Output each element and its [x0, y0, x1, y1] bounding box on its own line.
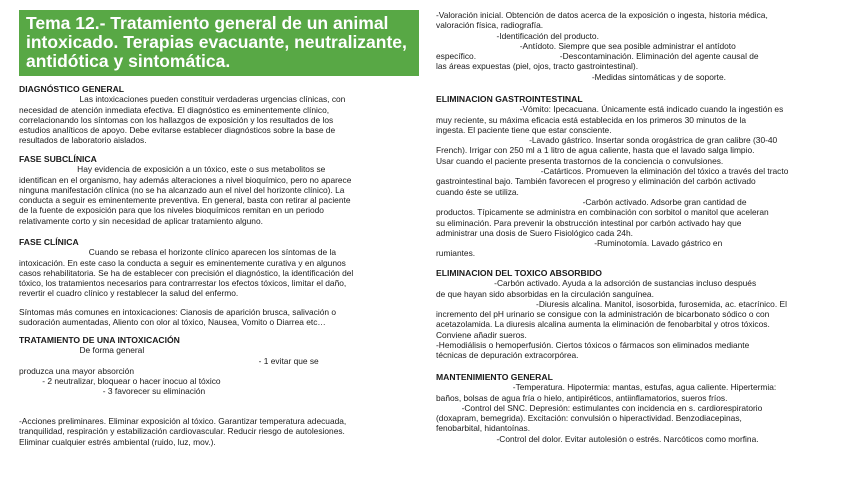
text-line: Hay evidencia de exposición a un tóxico, este o sus metabolitos se	[19, 164, 326, 175]
text-line: su eliminación. Para prevenir la obstrucción intestinal por carbón activado hay que	[436, 217, 742, 228]
title-line: antidótica y sintomática.	[26, 51, 231, 71]
text-line: produzca una mayor absorción	[19, 365, 134, 376]
text-line: - 3 favorecer su eliminación	[19, 386, 206, 397]
text-line: revertir el cuadro clínico y restablecer la salud del enfermo.	[19, 288, 239, 299]
text-line: - 2 neutralizar, bloquear o hacer inocuo al tóxico	[19, 376, 221, 387]
section-body	[436, 10, 768, 82]
text-line: acetazolamida. La diuresis alcalina aumenta la eliminación de fenobarbital y otros tóxicos.	[436, 319, 770, 330]
text-line: -Catárticos. Promueven la eliminación del tóxico a través del tracto	[436, 166, 789, 177]
section-gastro	[436, 94, 788, 259]
section-tratamiento	[19, 335, 319, 397]
text-line: - 1 evitar que se	[19, 355, 319, 366]
text-line: Eliminar cualquier estrés ambiental (ruido, luz, mov.).	[19, 436, 216, 447]
section-absorbido	[436, 268, 787, 361]
section-diagnostico	[19, 84, 345, 146]
section-heading: DIAGNÓSTICO GENERAL	[19, 84, 125, 94]
text-line: -Hemodiálisis o hemoperfusión. Ciertos tóxicos o fármacos son eliminados mediante	[436, 340, 750, 351]
text-line: -Medidas sintomáticas y de soporte.	[436, 71, 726, 82]
text-line: correlacionando los síntomas con los hallazgos de exposición y los resultados de los	[19, 114, 334, 125]
text-line: conducta a seguir es eminentemente preventiva. En general, basta con retirar al paciente	[19, 195, 351, 206]
section-valoracion	[436, 10, 768, 82]
text-line: fenobarbital, hidantoínas.	[436, 423, 531, 434]
text-line: valoración física, radiografía.	[436, 20, 544, 31]
section-body	[19, 94, 345, 145]
section-body	[436, 278, 787, 360]
text-line: -Control del dolor. Evitar autolesión o estrés. Narcóticos como morfina.	[436, 433, 759, 444]
section-heading: ELIMINACION GASTROINTESTINAL	[436, 94, 583, 104]
text-line: -Carbón activado. Adsorbe gran cantidad de	[436, 196, 747, 207]
section-heading: FASE CLÍNICA	[19, 237, 79, 247]
title-line: intoxicado. Terapias evacuante, neutralizante,	[26, 32, 407, 52]
text-line: -Carbón activado. Ayuda a la adsorción de sustancias incluso después	[436, 278, 757, 289]
text-line: estudios analíticos de apoyo. Debe evitarse establecer diagnósticos sobre la base de	[19, 125, 336, 136]
text-line: relativamente corto y sin necesidad de aplicar tratamiento alguno.	[19, 215, 263, 226]
text-line: intoxicación. En este caso la conducta a seguir es eminentemente curativa y en algunos	[19, 257, 346, 268]
text-line: rumiantes.	[436, 248, 476, 259]
section-heading: ELIMINACION DEL TOXICO ABSORBIDO	[436, 268, 602, 278]
section-subclinica	[19, 154, 351, 226]
section-body	[19, 247, 353, 298]
text-line: Conviene añadir sueros.	[436, 329, 527, 340]
text-line: Usar cuando el paciente presenta trastornos de la conciencia o convulsiones.	[436, 155, 724, 166]
text-line: Síntomas más comunes en intoxicaciones: Cianosis de aparición brusca, salivación o	[19, 307, 337, 317]
text-line: French). Irrigar con 250 ml a 1 litro de agua caliente, hasta que el lavado salga limpio.	[436, 145, 755, 156]
section-body	[19, 416, 346, 447]
text-line: -Antídoto. Siempre que sea posible administrar el antídoto	[436, 40, 736, 51]
text-line: Cuando se rebasa el horizonte clínico aparecen los síntomas de la	[19, 247, 337, 258]
section-sintomas	[19, 307, 336, 328]
section-body	[436, 104, 788, 258]
section-body	[19, 345, 319, 396]
text-line: -Identificación del producto.	[436, 30, 599, 41]
text-line: técnicas de depuración extracorpórea.	[436, 350, 579, 361]
text-line: de que hayan sido absorbidas en la circulación sanguínea.	[436, 288, 654, 299]
text-line: De forma general	[19, 345, 145, 356]
right-column	[436, 10, 834, 477]
text-line: incremento del pH urinario se consigue con la administración de bicarbonato sódico o con	[436, 309, 770, 320]
text-line: productos. Típicamente se administra en combinación con sorbitol o manitol que aceleran	[436, 207, 769, 218]
text-line: -Valoración inicial. Obtención de datos acerca de la exposición o ingesta, historia médica,	[436, 10, 768, 20]
section-mantenimiento	[436, 372, 776, 444]
text-line: las áreas expuestas (piel, ojos, tracto gastrointestinal).	[436, 61, 639, 72]
section-heading: FASE SUBCLÍNICA	[19, 154, 97, 164]
title-line: Tema 12.- Tratamiento general de un animal	[26, 13, 389, 33]
text-line: baños, bolsas de agua fría o hielo, antipiréticos, antiinflamatorios, sueros fríos.	[436, 392, 728, 403]
left-column	[19, 0, 414, 477]
text-line: (doxapram, bemegrida). Excitación: convulsión o hiperactividad. Benzodiacepinas,	[436, 413, 742, 424]
text-line: -Diuresis alcalina. Manitol, isosorbida, furosemida, ac. etacrínico. El	[436, 298, 787, 309]
text-line: -Vómito: Ipecacuana. Únicamente está indicado cuando la ingestión es	[436, 104, 784, 115]
text-line: gastrointestinal bajo. También favorecen el progreso y eliminación del carbón activado	[436, 176, 756, 187]
section-body	[19, 164, 351, 226]
text-line: -Ruminotomía. Lavado gástrico en	[436, 238, 723, 249]
text-line: ninguna manifestación clínica (no se ha alcanzado aun el nivel del horizonte clínico). La	[19, 184, 345, 195]
text-line: casos rehabilitatoria. Se ha de establecer con precisión el diagnóstico, la identificación del	[19, 267, 354, 278]
section-clinica	[19, 237, 353, 299]
text-line: administrar una dosis de Suero Fisiológico cada 24h.	[436, 227, 633, 238]
text-line: muy reciente, su máxima eficacia está establecida en los primeros 30 minutos de la	[436, 114, 747, 125]
text-line: -Control del SNC. Depresión: estimulantes con incidencia en s. cardiorespiratorio	[436, 402, 763, 413]
section-body	[436, 382, 776, 444]
text-line: tóxico, los tratamientos necesarios para contrarrestar los efectos tóxicos, limitar el daño,	[19, 278, 347, 289]
text-line: -Acciones preliminares. Eliminar exposición al tóxico. Garantizar temperatura adecuada,	[19, 416, 347, 426]
text-line: tranquilidad, respiración y estabilización cardiovascular. Reducir riesgo de autolesiones.	[19, 426, 345, 437]
section-acciones	[19, 416, 346, 447]
section-heading: TRATAMIENTO DE UNA INTOXICACIÓN	[19, 335, 180, 345]
text-line: Las intoxicaciones pueden constituir verdaderas urgencias clínicas, con	[19, 94, 346, 105]
text-line: sudoración aumentadas, Aliento con olor al tóxico, Nausea, Vomito o Diarrea etc…	[19, 317, 326, 328]
section-body	[19, 307, 336, 328]
text-line: resultados de laboratorio aislados.	[19, 135, 147, 146]
text-line: de la fuente de exposición para que los niveles bioquímicos remitan en un periodo	[19, 205, 324, 216]
text-line: ingesta. El paciente tiene que estar consciente.	[436, 124, 612, 135]
text-line: cuando éste se utiliza.	[436, 186, 519, 197]
text-line: -Temperatura. Hipotermia: mantas, estufas, agua caliente. Hipertermia:	[436, 382, 777, 393]
text-line: -Lavado gástrico. Insertar sonda orogástrica de gran calibre (30-40	[436, 135, 778, 146]
text-line: necesidad de atención inmediata efectiva. El diagnóstico es eminentemente clínico,	[19, 104, 330, 115]
text-line: identifican en el organismo, hay además alteraciones a nivel bioquímico, pero no aparece	[19, 174, 352, 185]
text-line: específico. -Descontaminación. Eliminación del agente causal de	[436, 51, 759, 62]
section-heading: MANTENIMIENTO GENERAL	[436, 372, 553, 382]
